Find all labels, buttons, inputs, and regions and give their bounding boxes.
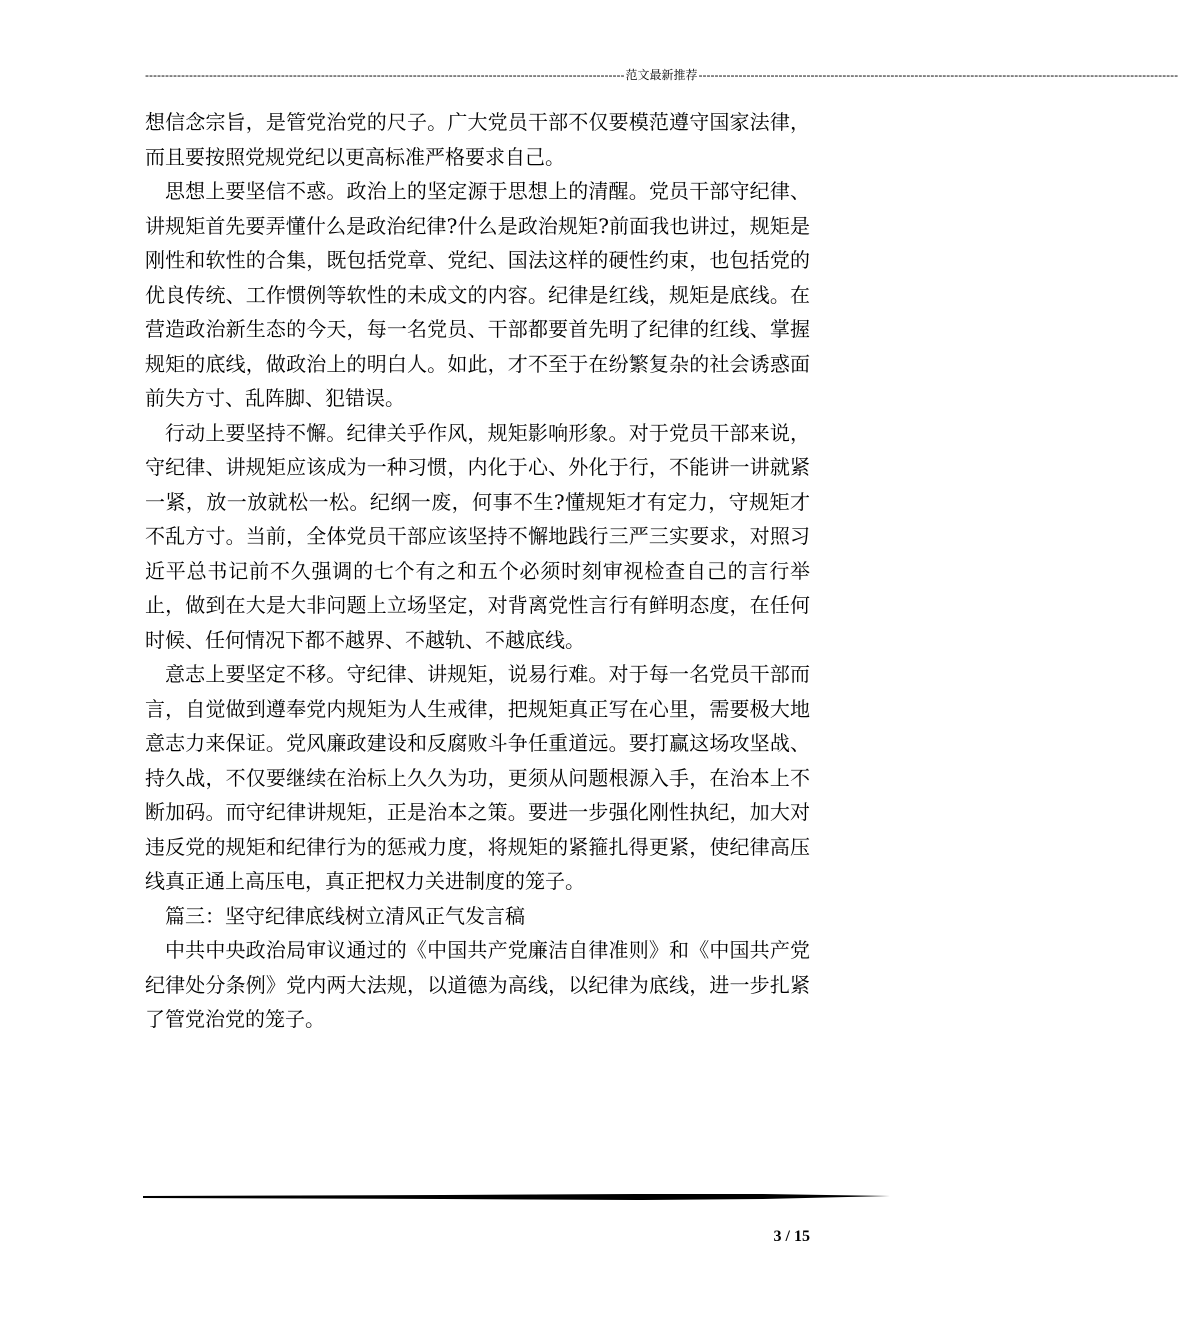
paragraph-thought: 思想上要坚信不惑。政治上的坚定源于思想上的清醒。党员干部守纪律、讲规矩首先要弄懂什么是政治纪律?什么是政治规矩?前面我也讲过，规矩是刚性和软性的合集，既包括党章、党纪、国法这样的硬性约束，也包括党的优良传统、工作惯例等软性的未成文的内容。纪律是红线，规矩是底线。在营造政治新生态的今天，每一名党员、干部都要首先明了纪律的红线、掌握规矩的底线，做政治上的明白人。如此，才不至于在纷繁复杂的社会诱惑面前失方寸、乱阵脚、犯错误。	[145, 179, 810, 410]
paragraph-action: 行动上要坚持不懈。纪律关乎作风，规矩影响形象。对于党员干部来说，守纪律、讲规矩应该成为一种习惯，内化于心、外化于行，不能讲一讲就紧一紧，放一放就松一松。纪纲一废，何事不生?懂规矩才有定力，守规矩才不乱方寸。当前，全体党员干部应该坚持不懈地践行三严三实要求，对照习近平总书记前不久强调的七个有之和五个必须时刻审视检查自己的言行举止，做到在大是大非问题上立场坚定，对背离党性言行有鲜明态度，在任何时候、任何情况下都不越界、不越轨、不越底线。	[145, 420, 810, 652]
header-title: 范文最新推荐	[625, 68, 698, 82]
paragraph-continuation: 想信念宗旨，是管党治党的尺子。广大党员干部不仅要模范遵守国家法律，而且要按照党规党纪以更高标准严格要求自己。	[145, 110, 810, 169]
section-heading: 篇三：坚守纪律底线树立清风正气发言稿	[165, 903, 525, 928]
paragraph-intro: 中共中央政治局审议通过的《中国共产党廉洁自律准则》和《中国共产党纪律处分条例》党内两大法规，以道德为高线，以纪律为底线，进一步扎紧了管党治党的笼子。	[145, 938, 810, 1031]
paragraph-will: 意志上要坚定不移。守纪律、讲规矩，说易行难。对于每一名党员干部而言，自觉做到遵奉党内规矩为人生戒律，把规矩真正写在心里，需要极大地意志力来保证。党风廉政建设和反腐败斗争任重道远。要打赢这场攻坚战、持久战，不仅要继续在治标上久久为功，更须从问题根源入手，在治本上不断加码。而守纪律讲规矩，正是治本之策。要进一步强化刚性执纪，加大对违反党的规矩和纪律行为的惩戒力度，将规矩的紧箍扎得更紧，使纪律高压线真正通上高压电，真正把权力关进制度的笼子。	[145, 662, 810, 893]
header-right-rule: ------------------------------------------------------------------------------------------------------------------------	[698, 68, 1178, 82]
page-header	[145, 66, 1178, 84]
footer-rule	[143, 1193, 890, 1201]
header-left-rule: ------------------------------------------------------------------------------------------------------------------------	[145, 68, 625, 82]
document-body	[145, 105, 810, 1037]
page-number: 3 / 15	[773, 1228, 810, 1245]
